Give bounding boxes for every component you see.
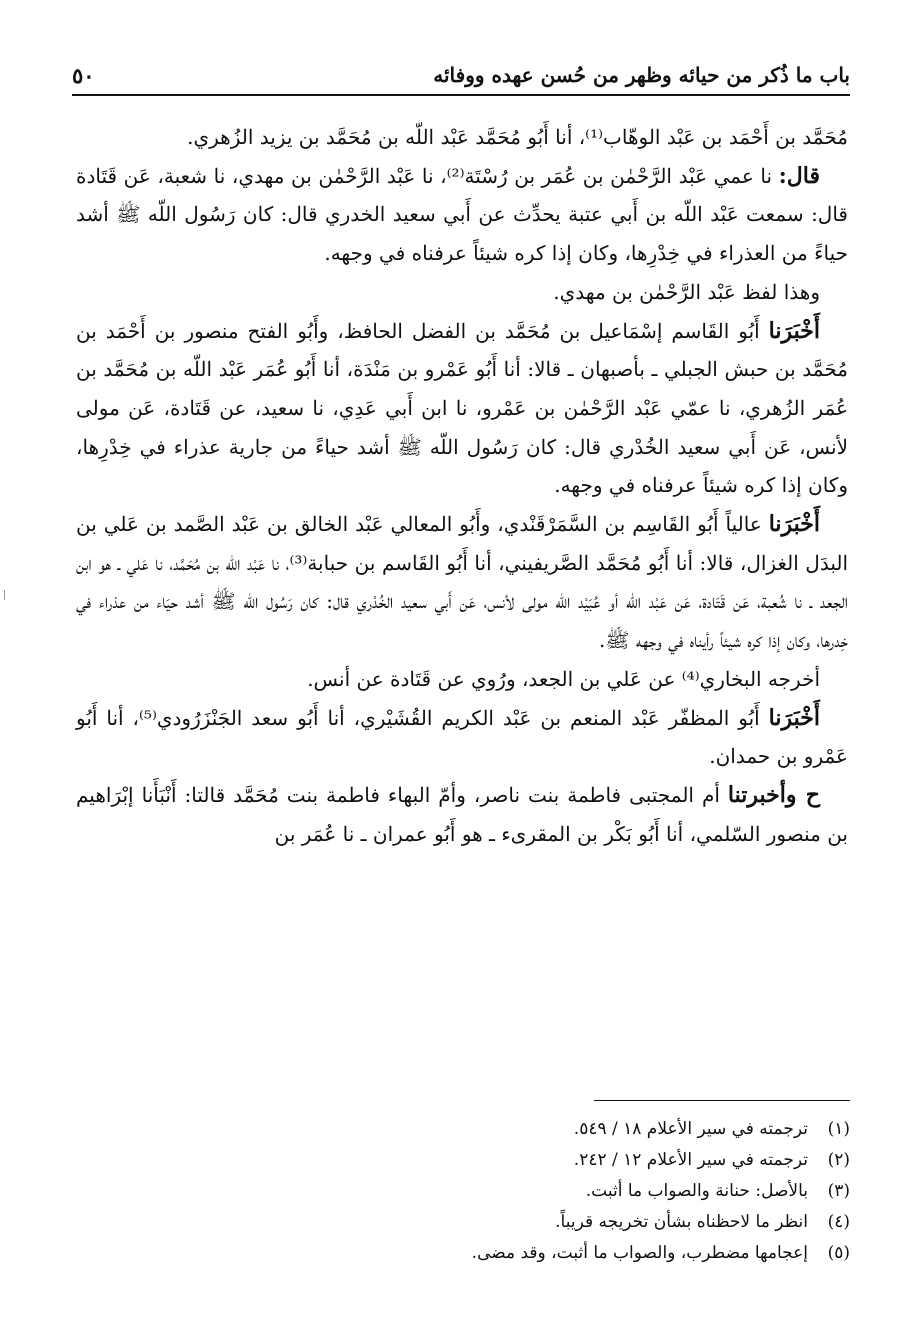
paragraph: [76, 660, 848, 699]
footnote-text: انظر ما لاحظناه بشأن تخريجه قريباً.: [555, 1212, 808, 1232]
paragraph: [76, 699, 848, 776]
paragraph-text: عالياً أَبُو القَاسِم بن السَّمَرْقَنْدي، وأَبُو المعالي عَبْد الخالق بن عَبْد الصَّمد بن عَلي بن البدَل الغزال، قالا: أنا أَبُو مُحَمَّد الصَّريفيني، أنا أَبُو القَاسم بن حبابة⁽³⁾، نا عَبْد اللّه بن مُحَمَّد، نا عَلي ـ هو ابن الجعد ـ نا شُعبة، عَن قَتَادة، عَن عَبْد اللّه أو عُبَيْد اللّه مولى لأنس، عَن أَبي سعيد الخُدْري قال: كان رَسُول اللّه ﷺ أشد حيَاء من عذراء في خِدرها، وكان إذا كره شيئاً رأيناه في وجهه ﷺ.: [76, 512, 849, 653]
footnote-separator: [594, 1100, 850, 1101]
footnote: [120, 1145, 850, 1176]
footnote: [120, 1207, 850, 1238]
paragraph-text: أَبُو القَاسم إسْمَاعيل بن مُحَمَّد بن الفضل الحافظ، وأَبُو الفتح منصور بن أَحْمَد بن مُحَمَّد بن حبش الجبلي ـ بأصبهان ـ قالا: أنا أَبُو عَمْرو بن مَنْدَة، أنا أَبُو عُمَر عَبْد اللّه بن مُحَمَّد بن عُمَر الزُهري، نا عمّي عَبْد الرَّحْمٰن بن عَمْرو، نا ابن أَبي عَدِي، نا سعيد، عن قَتَادة، عَن مولى لأنس، عَن أَبي سعيد الخُدْري قال: كان رَسُول اللّه ﷺ أشد حياءً من جارية عذراء في خِدْرِها، وكان إذا كره شيئاً عرفناه في وجهه.: [76, 318, 848, 498]
footnote: [120, 1176, 850, 1207]
paragraph-lead: أَخْبَرَنا: [768, 317, 820, 344]
footnote-number: (١): [827, 1119, 850, 1139]
paragraph: [76, 118, 848, 157]
footnote-number: (٥): [827, 1243, 850, 1263]
paragraph: [76, 312, 848, 506]
paragraph: [76, 157, 848, 273]
paragraph: [76, 273, 848, 312]
footnote-number: (٣): [827, 1181, 850, 1201]
paragraph-lead: أَخْبَرَنا: [768, 704, 820, 731]
running-title: باب ما ذُكر من حيائه وظهر من حُسن عهده ووفائه: [433, 63, 850, 87]
paragraph: [76, 505, 848, 660]
paragraph-text: نا عمي عَبْد الرَّحْمٰن بن عُمَر بن رُسْتَة⁽²⁾، نا عَبْد الرَّحْمٰن بن مهدي، نا شعبة، عَن قَتَادة قال: سمعت عَبْد اللّه بن أَبي عتبة يحدِّث عن أَبي سعيد الخدري قال: كان رَسُول اللّه ﷺ أشد حياءً من العذراء في خِدْرِها، وكان إذا كره شيئاً عرفناه في وجهه.: [76, 163, 848, 266]
footnote-number: (٢): [827, 1150, 850, 1170]
paragraph-text: أخرجه البخاري⁽⁴⁾ عن عَلي بن الجعد، ورُوي عن قَتَادة عن أنس.: [307, 666, 820, 691]
footnote: [120, 1114, 850, 1145]
footnotes: [120, 1114, 850, 1269]
footnote-text: إعجامها مضطرب، والصواب ما أثبت، وقد مضى.: [471, 1243, 808, 1263]
page-header: [72, 60, 850, 96]
paragraph-text: أَبُو المظفّر عَبْد المنعم بن عَبْد الكريم القُشَيْري، أنا أَبُو سعد الجَنْزَرُودي⁽⁵⁾، أنا أَبُو عَمْرو بن حمدان.: [76, 705, 848, 769]
paragraph: [76, 776, 848, 853]
main-text: [76, 118, 848, 853]
page-number: ٥٠: [72, 62, 95, 88]
paragraph-text: أم المجتبى فاطمة بنت ناصر، وأمّ البهاء فاطمة بنت مُحَمَّد قالتا: أَنْبَأَنا إبْرَاهيم بن منصور السّلمي، أنا أَبُو بَكْر بن المقرىء ـ هو أَبُو عمران ـ نا عُمَر بن: [76, 782, 848, 846]
footnote-text: ترجمته في سير الأعلام ١٨ / ٥٤٩.: [573, 1119, 808, 1139]
paragraph-lead: قال:: [778, 162, 820, 189]
footnote-text: بالأصل: حنانة والصواب ما أثبت.: [585, 1181, 808, 1201]
paragraph-text: وهذا لفظ عَبْد الرَّحْمٰن بن مهدي.: [553, 279, 820, 304]
scan-edge-mark: [4, 590, 11, 600]
footnote-text: ترجمته في سير الأعلام ١٢ / ٢٤٢.: [573, 1150, 808, 1170]
footnote-number: (٤): [827, 1212, 850, 1232]
paragraph-lead: ح وأخبرتنا: [727, 781, 820, 808]
paragraph-text: مُحَمَّد بن أَحْمَد بن عَبْد الوهّاب⁽¹⁾، أنا أَبُو مُحَمَّد عَبْد اللّه بن مُحَمَّد بن يزيد الزُهري.: [187, 125, 848, 149]
paragraph-lead: أَخْبَرَنا: [768, 511, 821, 538]
footnote: [120, 1238, 850, 1269]
